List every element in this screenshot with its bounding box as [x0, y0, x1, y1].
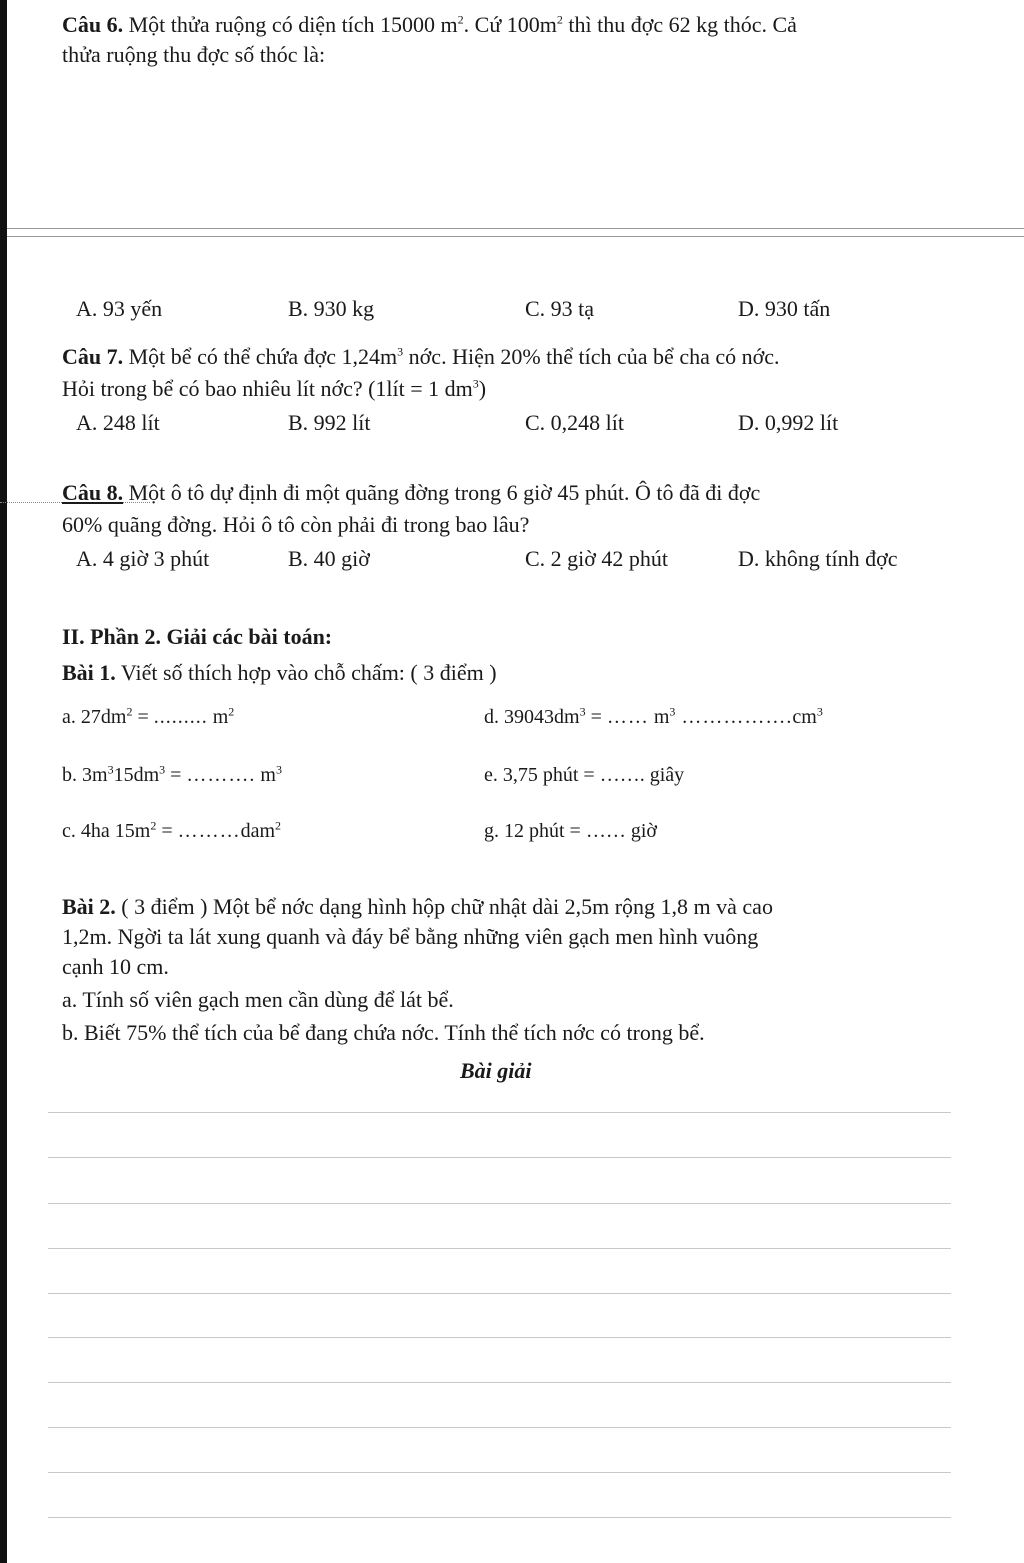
q8-line1	[62, 478, 760, 508]
q6-line1	[62, 10, 797, 40]
item-c-unit: dam	[240, 820, 276, 842]
q8-option-b: B. 40 giờ	[288, 546, 370, 571]
item-a-prefix: a. 27dm	[62, 706, 127, 728]
page-break-rule	[7, 228, 1024, 229]
q6-text-c: thì thu đợc 62 kg thóc. Cả	[562, 12, 797, 37]
bai1-item-a	[62, 702, 234, 732]
item-b-dots: ……….	[186, 764, 256, 786]
item-d-dots1: ……	[606, 706, 649, 728]
q6-option-d: D. 930 tấn	[738, 296, 831, 321]
q7-text-d: )	[478, 376, 487, 401]
answer-line	[48, 1293, 951, 1294]
sup-2: 2	[228, 704, 235, 719]
item-a-mid: =	[132, 706, 154, 728]
bai2-label: Bài 2.	[62, 894, 116, 919]
sup-3: 3	[107, 762, 114, 777]
q7-text-a: Một bể có thể chứa đợc 1,24m	[123, 344, 398, 369]
bai2-part-a: a. Tính số viên gạch men cần dùng để lát bể.	[62, 987, 454, 1012]
item-c-mid: =	[156, 820, 178, 842]
sup-3: 3	[472, 376, 479, 391]
q7-option-a: A. 248 lít	[76, 410, 160, 435]
page-left-border	[0, 0, 7, 1563]
answer-line	[48, 1112, 951, 1113]
bai1-item-c	[62, 816, 281, 846]
q8-text-a: Một ô tô dự định đi một quãng đờng trong 6 giờ 45 phút. Ô tô đã đi đợc	[123, 480, 761, 505]
item-d-dots2: …………….	[675, 706, 793, 728]
q7-line2	[62, 374, 486, 404]
bai1-item-d	[484, 702, 823, 732]
bai2-line2: 1,2m. Ngời ta lát xung quanh và đáy bể bằng những viên gạch men hình vuông	[62, 924, 759, 949]
item-b-unit: m	[255, 764, 276, 786]
bai1-item-b	[62, 760, 282, 790]
item-d-prefix: d. 39043dm	[484, 706, 580, 728]
solution-title: Bài giải	[460, 1058, 532, 1083]
item-d-mid: =	[585, 706, 607, 728]
answer-line	[48, 1157, 951, 1158]
item-b-mid1: 15dm	[113, 764, 160, 786]
q7-option-c: C. 0,248 lít	[525, 410, 625, 435]
bai2-text-1: ( 3 điểm ) Một bể nớc dạng hình hộp chữ nhật dài 2,5m rộng 1,8 m và cao	[115, 894, 773, 919]
q8-option-d: D. không tính đợc	[738, 546, 898, 571]
sup-2: 2	[275, 818, 282, 833]
q6-text-b: . Cứ 100m	[463, 12, 557, 37]
q6-option-c: C. 93 tạ	[525, 296, 595, 321]
answer-line	[48, 1203, 951, 1204]
answer-line	[48, 1382, 951, 1383]
q8-label: Câu 8.	[62, 480, 124, 505]
answer-line	[48, 1427, 951, 1428]
q7-option-d: D. 0,992 lít	[738, 410, 839, 435]
q7-line1	[62, 342, 780, 372]
item-b-prefix: b. 3m	[62, 764, 108, 786]
q8-line2: 60% quãng đờng. Hỏi ô tô còn phải đi trong bao lâu?	[62, 512, 530, 537]
bai1-item-g: g. 12 phút = …… giờ	[484, 820, 657, 842]
sup-3: 3	[669, 704, 676, 719]
sup-3: 3	[275, 762, 282, 777]
sup-3: 3	[816, 704, 823, 719]
part2-heading: II. Phần 2. Giải các bài toán:	[62, 624, 333, 649]
sup-2: 2	[457, 12, 464, 27]
item-b-mid2: =	[165, 764, 187, 786]
sup-3: 3	[579, 704, 586, 719]
q7-text-b: nớc. Hiện 20% thể tích của bể cha có nớc.	[403, 344, 780, 369]
item-d-unit1: m	[648, 706, 670, 728]
sup-2: 2	[126, 704, 133, 719]
bai1-text: Viết số thích hợp vào chỗ chấm: ( 3 điểm )	[115, 660, 497, 685]
q6-text-a: Một thửa ruộng có diện tích 15000 m	[123, 12, 458, 37]
sup-2: 2	[150, 818, 157, 833]
q8-option-c: C. 2 giờ 42 phút	[525, 546, 669, 571]
answer-line	[48, 1517, 951, 1518]
item-a-unit: m	[207, 706, 229, 728]
bai2-line1	[62, 892, 773, 922]
item-a-dots: .........	[153, 706, 208, 728]
bai2-line3: cạnh 10 cm.	[62, 954, 169, 979]
answer-line	[48, 1248, 951, 1249]
answer-line	[48, 1472, 951, 1473]
page-break-rule	[7, 236, 1024, 237]
bai1-item-e: e. 3,75 phút = ……. giây	[484, 764, 685, 786]
q6-option-a: A. 93 yến	[76, 296, 163, 321]
sup-2: 2	[556, 12, 563, 27]
item-c-prefix: c. 4ha 15m	[62, 820, 151, 842]
bai1-line	[62, 658, 497, 688]
bai2-part-b: b. Biết 75% thể tích của bể đang chứa nớc. Tính thể tích nớc có trong bể.	[62, 1020, 705, 1045]
sup-3: 3	[397, 344, 404, 359]
sup-3: 3	[159, 762, 166, 777]
bai1-label: Bài 1.	[62, 660, 116, 685]
q6-line2: thửa ruộng thu đợc số thóc là:	[62, 42, 326, 67]
item-c-dots: ………	[177, 820, 241, 842]
answer-line	[48, 1337, 951, 1338]
q7-label: Câu 7.	[62, 344, 124, 369]
q6-label: Câu 6.	[62, 12, 124, 37]
q6-option-b: B. 930 kg	[288, 296, 375, 321]
item-d-unit2: cm	[792, 706, 817, 728]
q7-text-c: Hỏi trong bể có bao nhiêu lít nớc? (1lít = 1 dm	[62, 376, 473, 401]
q7-option-b: B. 992 lít	[288, 410, 371, 435]
q8-option-a: A. 4 giờ 3 phút	[76, 546, 210, 571]
